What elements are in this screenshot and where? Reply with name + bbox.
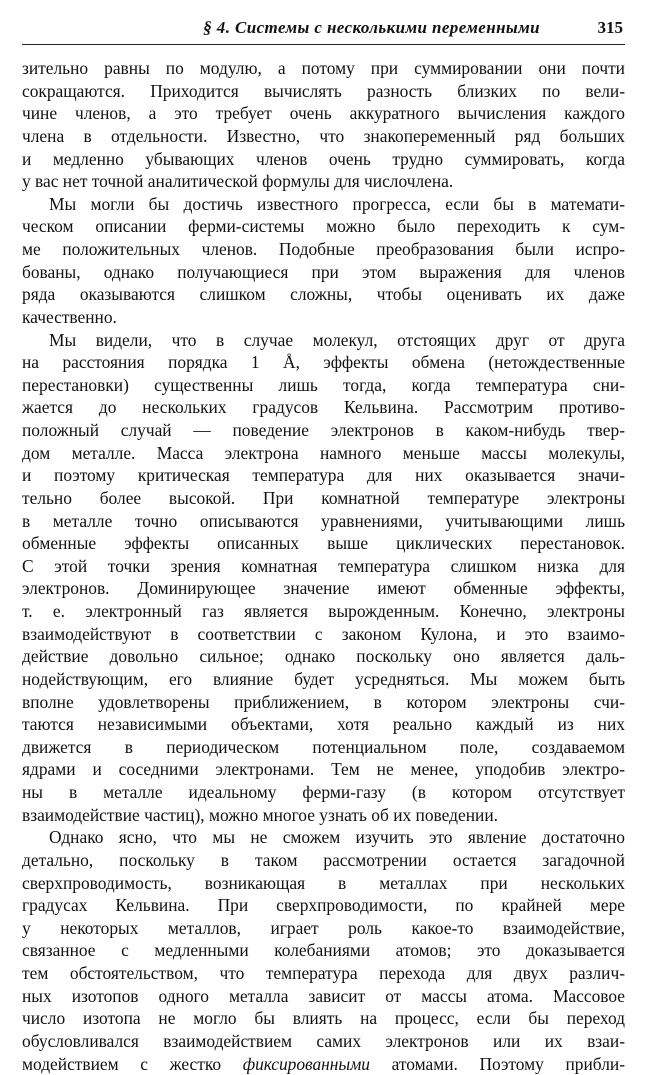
text-line: в металле точно описываются уравнениями, учитывающими лишь xyxy=(22,510,625,533)
text-line: тельно более высокой. При комнатной температуре электроны xyxy=(22,487,625,510)
text-line: таются независимыми объектами, хотя реально каждый из них xyxy=(22,713,625,736)
text-line: положный случай — поведение электронов в каком-нибудь твер- xyxy=(22,419,625,442)
text-line: ных изотопов одного металла зависит от массы атома. Массовое xyxy=(22,985,625,1008)
text-line: ны в металле идеальному ферми-газу (в котором отсутствует xyxy=(22,781,625,804)
final-text-line xyxy=(22,1053,625,1075)
text-line: детально, поскольку в таком рассмотрении остается загадочной xyxy=(22,849,625,872)
text-line: сокращаются. Приходится вычислять разность близких по вели- xyxy=(22,80,625,103)
text-line: у некоторых металлов, играет роль какое-то взаимодействие, xyxy=(22,917,625,940)
text-line: взаимодействие частиц), можно многое узнать об их поведении. xyxy=(22,804,625,827)
text-line: обусловливался взаимодействием самих электронов или их взаи- xyxy=(22,1030,625,1053)
text-line: число изотопа не могло бы влиять на процесс, если бы переход xyxy=(22,1007,625,1030)
text-line: вполне удовлетворены приближением, в котором электроны счи- xyxy=(22,691,625,714)
text-line: ме положительных членов. Подобные преобразования были испро- xyxy=(22,238,625,261)
body-text xyxy=(22,57,625,1075)
text-line: бованы, однако получающиеся при этом выражения для членов xyxy=(22,261,625,284)
paragraph-start-line: Мы могли бы достичь известного прогресса, если бы в математи- xyxy=(22,193,625,216)
text-line: ческом описании ферми-системы можно было переходить к сум- xyxy=(22,215,625,238)
text-line: ядрами и соседними электронами. Тем не менее, уподобив электро- xyxy=(22,758,625,781)
text-line: С этой точки зрения комнатная температура слишком низка для xyxy=(22,555,625,578)
text-line: градусах Кельвина. При сверхпроводимости, по крайней мере xyxy=(22,894,625,917)
text-line: ряда оказываются слишком сложны, чтобы оценивать их даже xyxy=(22,283,625,306)
text-line: обменные эффекты описанных выше циклических перестановок. xyxy=(22,532,625,555)
text-line: качественно. xyxy=(22,306,625,329)
text-line: жается до нескольких градусов Кельвина. Рассмотрим противо- xyxy=(22,396,625,419)
final-line-before: модействием с жестко xyxy=(22,1054,243,1074)
page-number: 315 xyxy=(598,18,624,38)
text-line: на расстояния порядка 1 Å, эффекты обмена (нетождественные xyxy=(22,351,625,374)
running-title: § 4. Системы с несколькими переменными xyxy=(22,18,540,38)
text-line: перестановки) существенны лишь тогда, когда температура сни- xyxy=(22,374,625,397)
text-line: и медленно убывающих членов очень трудно суммировать, когда xyxy=(22,148,625,171)
text-line: у вас нет точной аналитической формулы для числочлена. xyxy=(22,170,625,193)
text-line: зительно равны по модулю, а потому при суммировании они почти xyxy=(22,57,625,80)
text-line: дом металле. Масса электрона намного меньше массы молекулы, xyxy=(22,442,625,465)
text-line: связанное с медленными колебаниями атомов; это доказывается xyxy=(22,939,625,962)
text-line: тем обстоятельством, что температура перехода для двух различ- xyxy=(22,962,625,985)
paragraph-start-line: Однако ясно, что мы не сможем изучить это явление достаточно xyxy=(22,826,625,849)
text-line: т. е. электронный газ является вырожденным. Конечно, электроны xyxy=(22,600,625,623)
text-line: члена в отдельности. Известно, что знакопеременный ряд больших xyxy=(22,125,625,148)
italic-emphasis: фиксированными xyxy=(243,1054,370,1074)
final-line-after: атомами. Поэтому прибли- xyxy=(370,1054,625,1074)
text-line: электронов. Доминирующее значение имеют обменные эффекты, xyxy=(22,577,625,600)
text-line: действие довольно сильное; однако поскольку оно является даль- xyxy=(22,645,625,668)
running-head xyxy=(22,8,625,45)
text-line: нодействующим, его влияние будет усредняться. Мы можем быть xyxy=(22,668,625,691)
text-line: и поэтому критическая температура для них оказывается значи- xyxy=(22,464,625,487)
paragraph-start-line: Мы видели, что в случае молекул, отстоящих друг от друга xyxy=(22,329,625,352)
text-line: движется в периодическом потенциальном поле, создаваемом xyxy=(22,736,625,759)
text-line: сверхпроводимость, возникающая в металлах при нескольких xyxy=(22,872,625,895)
text-line: взаимодействуют в соответствии с законом Кулона, и это взаимо- xyxy=(22,623,625,646)
text-line: чине членов, а это требует очень аккуратного вычисления каждого xyxy=(22,102,625,125)
